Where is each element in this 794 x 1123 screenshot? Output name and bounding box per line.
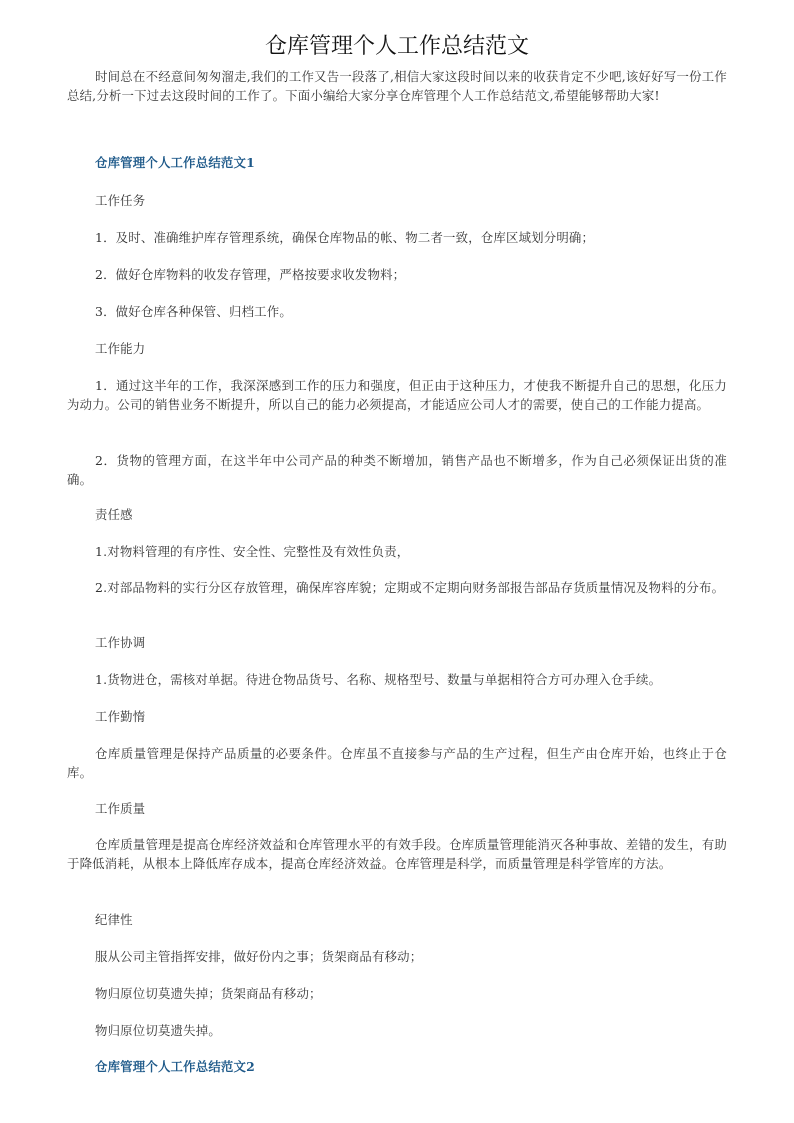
task-item-2: 2．做好仓库物料的收发存管理，严格按要求收发物料； xyxy=(95,267,406,282)
diligence-paragraph: 仓库质量管理是保持产品质量的必要条件。仓库虽不直接参与产品的生产过程，但生产由仓库开始，也终止于仓库。 xyxy=(67,746,727,780)
section-heading-1: 仓库管理个人工作总结范文1 xyxy=(95,155,255,170)
subheading-work-quality: 工作质量 xyxy=(95,801,146,816)
ability-item-2: 2．货物的管理方面，在这半年中公司产品的种类不断增加，销售产品也不断增多，作为自己必须保证出货的准确。 xyxy=(67,453,727,487)
quality-paragraph: 仓库质量管理是提高仓库经济效益和仓库管理水平的有效手段。仓库质量管理能消灭各种事故、差错的发生，有助于降低消耗，从根本上降低库存成本，提高仓库经济效益。仓库管理是科学，而质量管理是科学管库的方法。 xyxy=(67,837,727,871)
ability-item-1: 1．通过这半年的工作，我深深感到工作的压力和强度，但正由于这种压力，才使我不断提升自己的思想，化压力为动力。公司的销售业务不断提升，所以自己的能力必须提高，才能适应公司人才的需要，使自己的工作能力提高。 xyxy=(67,378,727,412)
subheading-coordination: 工作协调 xyxy=(95,635,146,650)
page-title: 仓库管理个人工作总结范文 xyxy=(264,34,529,59)
subheading-diligence: 工作勤惰 xyxy=(95,709,146,724)
subheading-responsibility: 责任感 xyxy=(95,507,133,522)
responsibility-item-1: 1.对物料管理的有序性、安全性、完整性及有效性负责， xyxy=(95,544,410,559)
task-item-1: 1．及时、准确维护库存管理系统，确保仓库物品的帐、物二者一致，仓库区域划分明确； xyxy=(95,230,595,245)
discipline-item-2: 物归原位切莫遗失掉；货架商品有移动； xyxy=(95,986,322,1001)
subheading-work-tasks: 工作任务 xyxy=(95,193,146,208)
discipline-item-3: 物归原位切莫遗失掉。 xyxy=(95,1023,221,1038)
discipline-item-1: 服从公司主管指挥安排，做好份内之事；货架商品有移动； xyxy=(95,949,423,964)
section-heading-2: 仓库管理个人工作总结范文2 xyxy=(95,1059,255,1074)
subheading-discipline: 纪律性 xyxy=(95,912,133,927)
intro-paragraph: 时间总在不经意间匆匆溜走,我们的工作又告一段落了,相信大家这段时间以来的收获肯定不少吧,该好好写一份工作总结,分析一下过去这段时间的工作了。下面小编给大家分享仓库管理个人工作总结范文,希望能够帮助大家! xyxy=(67,69,727,103)
responsibility-item-2: 2.对部品物料的实行分区存放管理，确保库容库貌；定期或不定期向财务部报告部品存货质量情况及物料的分布。 xyxy=(95,580,725,595)
subheading-work-ability: 工作能力 xyxy=(95,341,146,356)
task-item-3: 3．做好仓库各种保管、归档工作。 xyxy=(95,304,292,319)
coordination-item-1: 1.货物进仓，需核对单据。待进仓物品货号、名称、规格型号、数量与单据相符合方可办理入仓手续。 xyxy=(95,672,662,687)
